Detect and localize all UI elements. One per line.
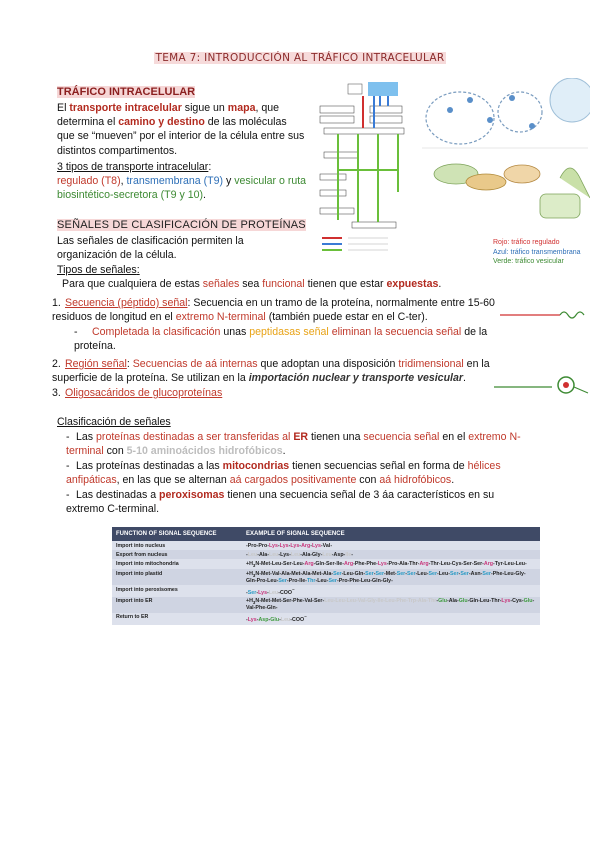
page-title: TEMA 7: INTRODUCCIÓN AL TRÁFICO INTRACELULAR — [155, 52, 445, 64]
senales-intro: Las señales de clasificación permiten la organización de la célula. — [57, 235, 244, 262]
signal-item-1: 1. Secuencia (péptido) señal: Secuencia en un tramo de la proteína, normalmente entre 15-60 residuos de longitud en el extremo N-terminal (también puede estar en el C-ter). — [52, 297, 495, 324]
signal-sequence-table — [112, 527, 540, 625]
trafficking-map-diagram — [318, 80, 416, 260]
table-header-row — [112, 527, 540, 541]
table-cell-sequence: -Pro-Pro-Lys-Lys-Lys-Arg-Lys-Val- — [242, 541, 540, 550]
diagram-legend: Rojo: tráfico regulado Azul: tráfico transmembrana Verde: tráfico vesicular — [493, 239, 581, 265]
signal-sequence-illustration — [500, 306, 590, 322]
clasificacion-bullet-perox: - Las destinadas a peroxisomas tienen una secuencia señal de 3 áa característicos en su extremo C-terminal. — [66, 489, 495, 516]
transport-types: 3 tipos de transporte intracelular: regulado (T8), transmembrana (T9) y vesicular o ruta biosintético-secretora (T9 y 10). — [57, 161, 307, 202]
clasificacion-title: Clasificación de señales — [57, 416, 171, 428]
clasificacion-bullet-mito: - Las proteínas destinadas a las mitocondrias tienen secuencias señal en forma de hélices anfipáticas, en las que se alternan aá cargados positivamente con aá hidrofóbicos. — [66, 460, 501, 487]
signal-item-2: 2. Región señal: Secuencias de aá internas que adoptan una disposición tridimensional en la superficie de la proteína. Se utilizan en la importación nuclear y transporte vesicular. — [52, 358, 490, 385]
section-heading-trafico: TRÁFICO INTRACELULAR — [57, 86, 196, 98]
tipos-senales-line: Para que cualquiera de estas señales sea funcional tienen que estar expuestas. — [62, 278, 442, 290]
table-header-function: FUNCTION OF SIGNAL SEQUENCE — [112, 527, 242, 541]
signal-item-3: 3. Oligosacáridos de glucoproteínas — [52, 387, 223, 399]
table-row: Import into peroxisomes -Ser-Lys-Leu-COO− — [112, 585, 540, 597]
section-heading-senales: SEÑALES DE CLASIFICACIÓN DE PROTEÍNAS — [57, 219, 306, 231]
table-header-example: EXAMPLE OF SIGNAL SEQUENCE — [242, 527, 540, 541]
signal-item-1-sub: - Completada la clasificación unas peptidasas señal eliminan la secuencia señal de la proteína. — [74, 326, 488, 353]
clasificacion-bullet-er: - Las proteínas destinadas a ser transferidas al ER tienen una secuencia señal en el extremo N-terminal con 5-10 aminoácidos hidrofóbicos. — [66, 431, 521, 458]
table-row: Import into nucleus -Pro-Pro-Lys-Lys-Lys-Arg-Lys-Val- — [112, 541, 540, 550]
tipos-senales-title: Tipos de señales: — [57, 264, 140, 276]
table-row: Import into mitochondria $+H_3N-Met-Leu-Ser-Leu-Arg-Gln-Ser-Ile-Arg-Phe-Phe-Lys-Pro-Ala-Thr-Arg-Thr-Leu-Cys-Ser-Ser-Arg-Tyr-Leu-Leu-$ — [112, 559, 540, 569]
table-row: Import into plastid $+H_3N-Met-Val-Ala-Met-Ala-Met-Ala-Ser-Leu-Gln-Ser-Ser-Met-Ser-Ser-Leu-Ser-Leu-Ser-Ser-Asn-Ser-Phe-Leu-Gly-Gln-Pro-Leu$-Ser-Pro-Ile-Thr-Leu-Ser-Pro-Phe-Leu-Gln-Gly- — [112, 569, 540, 585]
table-row: Return to ER -Lys-Asp-Glu-Leu-COO− — [112, 613, 540, 625]
table-row: Import into ER $+H_3N-Met-Met-Ser-Phe-Val-Ser-Leu-Leu-Leu-Val-Gly-Ile-Leu-Phe-Trp-Ala-Thr-Glu-Ala-Glu-Gln-Leu-Thr-Lys-Cys-Glu-Val-Phe$-Gln- — [112, 597, 540, 613]
table-row: Export from nucleus -Leu-Ala-Leu-Lys-Leu-Ala-Gly-Leu-Asp-Ile- — [112, 550, 540, 559]
signal-region-illustration — [494, 373, 590, 401]
intro-paragraph: El transporte intracelular sigue un mapa, que determina el camino y destino de las moléculas que se “mueven” por el interior de la célula entre sus distintos compartimentos. — [57, 102, 305, 157]
cell-organelles-diagram — [420, 78, 590, 236]
